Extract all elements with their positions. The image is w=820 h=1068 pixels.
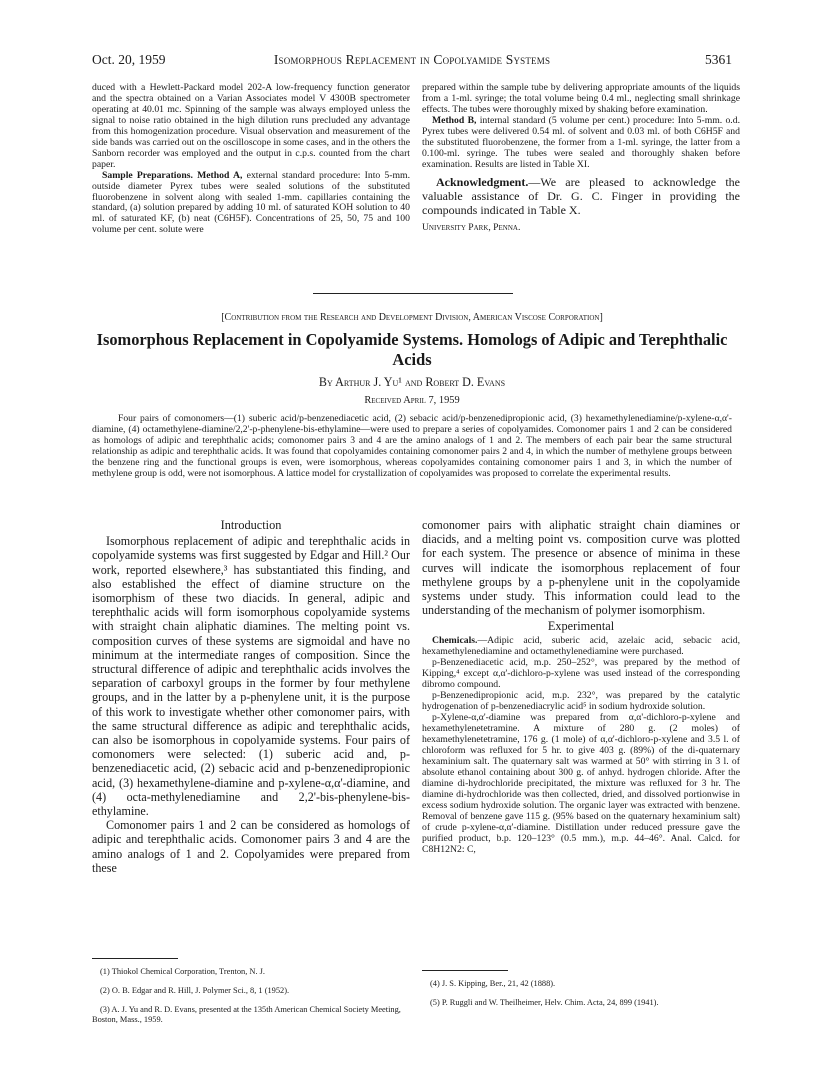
previous-article-right-column: [422, 83, 740, 234]
introduction-left-column: [92, 518, 410, 875]
header-running-title: Isomorphous Replacement in Copolyamide Systems: [273, 52, 551, 67]
footnote-rule: [92, 958, 178, 959]
running-header: [92, 52, 732, 72]
footnote: (5) P. Ruggli and W. Theilheimer, Helv. Chim. Acta, 24, 899 (1941).: [430, 997, 659, 1007]
acknowledgment-text: —We are pleased to acknowledge the valuable assistance of Dr. G. C. Finger in providing the compounds indicated in Table X.: [422, 174, 740, 218]
footnotes-left: [92, 953, 410, 1033]
header-date: Oct. 20, 1959: [92, 52, 166, 67]
paragraph: duced with a Hewlett-Packard model 202-A low-frequency function generator and the spectra obtained on a Varian Associates model V 4300B spectrometer operating at 40.01 mc. Spinning of the sample was always employed unless the signal to noise ratio obtained in the high dilution runs precluded any advantage from this homogenization procedure. Visual observation and measurement of the side bands was carried out on the oscilloscope in some cases, and in the others the Sanborn recorder was employed and the output in c.p.s. counted from the chart paper.: [92, 82, 410, 170]
paragraph: [422, 116, 740, 171]
footnote: (2) O. B. Edgar and R. Hill, J. Polymer Sci., 8, 1 (1952).: [100, 985, 290, 995]
paragraph: p-Benzenedipropionic acid, m.p. 232°, was prepared by the catalytic hydrogenation of p-benzenediacrylic acid⁵ in sodium hydroxide solution.: [422, 690, 740, 713]
paragraph: p-Benzenediacetic acid, m.p. 250–252°, was prepared by the method of Kipping,⁴ except α,α'-dichloro-p-xylene was used instead of the corresponding dibromo compound.: [422, 657, 740, 691]
section-divider: [313, 293, 513, 294]
article-authors: By Arthur J. Yu¹ and Robert D. Evans: [318, 375, 506, 389]
paragraph: p-Xylene-α,α'-diamine was prepared from α,α'-dichloro-p-xylene and hexamethylenetetramine. A mixture of 280 g. (2 moles) of hexamethylenetetramine, 176 g. (1 mole) of α,α'-dichloro-p-xylene and 3.5 l. of chloroform was refluxed for 5 hr. to give 403 g. (89%) of the di-quaternary hexaminium salt. The quaternary salt was warmed at 50° with stirring in 3 l. of absolute ethanol containing about 300 g. of anhyd. hydrogen chloride. After the diamine di-hydrochloride precipitated, the mixture was refluxed for 3 hr. The diamine di-hydrochloride was then collected, dried, and dissolved portionwise in excess sodium hydroxide solution. The organic layer was extracted with benzene. Removal of benzene gave 115 g. (95% based on the quaternary hexaminium salt) of crude p-xylene-α,α'-diamine. Distillation under reduced pressure gave the purified product, b.p. 120–123° (0.5 mm.), m.p. 44–46°. Anal. Calcd. for C8H12N2: C,: [422, 712, 740, 855]
run-in-heading: Method B,: [432, 114, 477, 126]
paragraph: Comonomer pairs 1 and 2 can be considered as homologs of adipic and terephthalic acids. Comonomer pairs 3 and 4 are the amino analogs of 1 and 2. Copolyamides were prepared from these: [92, 818, 410, 875]
paragraph-text: internal standard (5 volume per cent.) procedure: Into 5-mm. o.d. Pyrex tubes were delivered 0.54 ml. of solvent and 0.03 ml. of both C6H5F and the substituted fluorobenzene, the former from a 1-ml. syringe, the latter from a 0.100-ml. syringe. The tubes were sealed and thoroughly shaken before examination. Results are listed in Table XI.: [422, 114, 740, 170]
footnote: (4) J. S. Kipping, Ber., 21, 42 (1888).: [430, 979, 556, 989]
abstract: Four pairs of comonomers—(1) suberic acid/p-benzenediacetic acid, (2) sebacic acid/p-benzenedipropionic acid, (3) hexamethylenediamine/p-xylene-α,α'-diamine, (4) octamethylene-diamine/2,2'-p-phenylene-bis-ethylamine—were used to prepare a series of copolyamides. Comonomer pairs 1 and 2 can be considered as homologs of adipic and terephthalic acids; comonomer pairs 3 and 4 are the amino analogs of 1 and 2. The members of each pair bear the same structural relationship as adipic and terephthalic acids. It was found that copolyamides containing comonomer pairs 2 and 4, in which the number of methylene groups between the benzene ring and the functional groups is even, were isomorphous, whereas copolyamides containing comonomer pairs 1 and 3, in which the number of methylene group is odd, were not isomorphous. A lattice model for crystallization of copolyamides was proposed to correlate the experimental results.: [92, 413, 732, 479]
run-in-heading: Sample Preparations. Method A,: [102, 169, 243, 181]
footnote: (3) A. J. Yu and R. D. Evans, presented at the 135th American Chemical Society Meeting, Boston, Mass., 1959.: [92, 1004, 401, 1024]
paragraph-text: external standard procedure: Into 5-mm. outside diameter Pyrex tubes were sealed solutions of the substituted fluorobenzene in solvent along with sealed 1-mm. capillaries containing the standard, (a) solution prepared by adding 10 ml. of saturated KOH solution to 40 ml. of saturated KF, (b) neat (C6H5F). Concentrations of 25, 50, 75 and 100 volume per cent. solute were: [92, 169, 410, 236]
run-in-heading: Chemicals.: [432, 635, 478, 647]
paragraph-text: —Adipic acid, suberic acid, azelaic acid, sebacic acid, hexamethylenediamine and octamethylenediamine were purchased.: [422, 635, 740, 658]
header-page-number: 5361: [705, 52, 732, 67]
article-title: Isomorphous Replacement in Copolyamide Systems. Homologs of Adipic and Terephthalic Acids: [96, 330, 728, 369]
paragraph: prepared within the sample tube by delivering appropriate amounts of the liquids from a 1-ml. syringe; the total volume being 0.4 ml., neglecting small shrinkage effects. The tubes were thoroughly mixed by shaking before examination.: [422, 82, 740, 115]
introduction-heading: Introduction: [220, 518, 282, 532]
paragraph: comonomer pairs with aliphatic straight chain diamines or diacids, and a melting point vs. composition curve was plotted for each system. The presence or absence of minima in these curves will indicate the isomorphous replacement of four methylene groups by a p-phenylene unit in the copolyamide systems under study. This information could lead to the understanding of the mechanism of polymer isomorphism.: [422, 518, 740, 618]
introduction-right-column: [422, 518, 740, 855]
author-address: University Park, Penna.: [422, 222, 521, 234]
received-date: Received April 7, 1959: [364, 395, 460, 406]
footnote: (1) Thiokol Chemical Corporation, Trenton, N. J.: [100, 967, 266, 977]
paragraph: [92, 171, 410, 237]
contribution-line: [Contribution from the Research and Development Division, American Viscose Corporation]: [221, 312, 603, 323]
footnotes-right: [422, 965, 740, 1017]
experimental-heading: Experimental: [547, 619, 615, 634]
acknowledgment-heading: Acknowledgment.: [436, 174, 529, 189]
footnote-rule: [422, 970, 508, 971]
paragraph: [422, 636, 740, 658]
paragraph: Isomorphous replacement of adipic and terephthalic acids in copolyamide systems was first suggested by Edgar and Hill.² Our work, reported elsewhere,³ has substantiated this finding, and also established the effect of diamine structure on the isomorphism of these two diacids. In general, adipic and terephthalic acids will form isomorphous copolyamide systems with straight chain aliphatic diamines. The melting point vs. composition curves of these systems are sigmoidal and have no minimum at the intermediate ranges of composition. Since the structural difference of adipic and terephthalic acids involves the separation of carboxyl groups in the former by four methylene groups, and in the latter by a p-phenylene unit, it is the purpose of this work to investigate whether other comonomer pairs, with the same structural difference as adipic and terephthalic acids, can also be isomorphous in copolyamide systems. Four pairs of comonomers were selected: (1) suberic acid and, p-benzenediacetic acid, (2) sebacic acid and p-benzenedipropionic acid, (3) hexamethylene-diamine and p-xylene-α,α'-diamine, and (4) octa-methylenediamine and 2,2'-bis-phenylene-bis-ethylamine.: [92, 534, 410, 819]
acknowledgment: [422, 175, 740, 218]
previous-article-left-column: [92, 83, 410, 236]
